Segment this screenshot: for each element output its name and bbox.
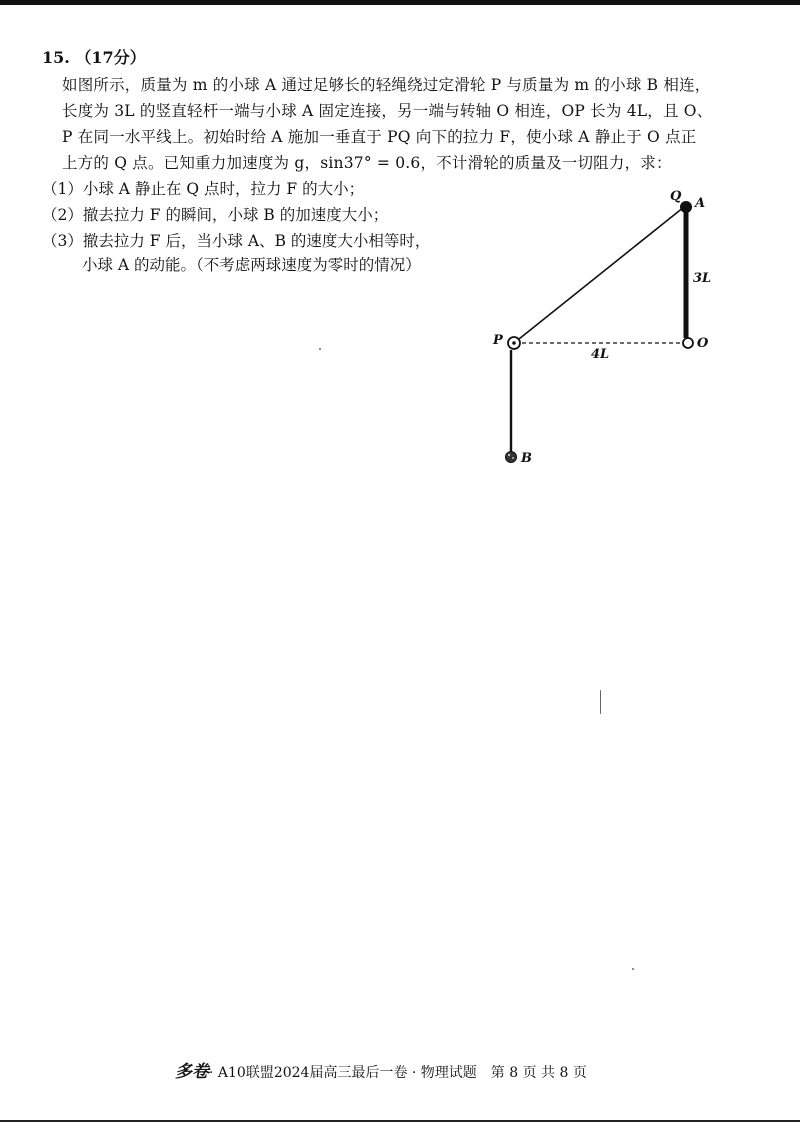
- sub-question-3-continued: 小球 A 的动能。（不考虑两球速度为零时的情况）: [82, 256, 421, 274]
- scan-speck: [632, 968, 634, 970]
- label-4l: 4L: [591, 347, 610, 362]
- question-score: （17分）: [75, 48, 146, 67]
- ball-b-texture: [512, 457, 514, 459]
- label-3l: 3L: [693, 271, 712, 286]
- label-q: Q: [670, 189, 682, 204]
- stem-line-4: 上方的 Q 点。已知重力加速度为 g，sin37° = 0.6，不计滑轮的质量及一切阻力，求：: [62, 154, 672, 172]
- stem-line-2: 长度为 3L 的竖直轻杆一端与小球 A 固定连接，另一端与转轴 O 相连，OP 长为 4L，且 O、: [62, 102, 713, 120]
- footer-logo: 多卷: [175, 1062, 209, 1082]
- string-pq: [514, 207, 684, 343]
- pivot-o: [683, 338, 693, 348]
- sub-question-3: （3）撤去拉力 F 后，当小球 A、B 的速度大小相等时，: [42, 232, 431, 250]
- page-footer: [175, 1057, 587, 1082]
- stem-line-3: P 在同一水平线上。初始时给 A 施加一垂直于 PQ 向下的拉力 F，使小球 A 静止于 O 点正: [62, 128, 697, 146]
- label-b: B: [521, 451, 532, 466]
- pulley-p-axle: [512, 341, 516, 345]
- question-number: 15.: [42, 48, 70, 67]
- label-o: O: [697, 336, 709, 351]
- ball-a: [680, 201, 692, 213]
- ball-b-texture: [508, 454, 510, 456]
- scan-speck: [319, 348, 321, 350]
- stem-line-1: 如图所示，质量为 m 的小球 A 通过足够长的轻绳绕过定滑轮 P 与质量为 m 的小球 B 相连，: [62, 76, 711, 94]
- scan-bottom-border: [0, 1120, 800, 1122]
- label-p: P: [493, 333, 503, 348]
- sub-question-1: （1）小球 A 静止在 Q 点时，拉力 F 的大小；: [42, 180, 365, 198]
- scan-speck: [600, 690, 601, 714]
- label-a: A: [695, 196, 706, 211]
- footer-text: · A10联盟2024届高三最后一卷 · 物理试题 第 8 页 共 8 页: [209, 1065, 587, 1081]
- sub-question-2: （2）撤去拉力 F 的瞬间，小球 B 的加速度大小；: [42, 206, 389, 224]
- ball-b: [506, 452, 517, 463]
